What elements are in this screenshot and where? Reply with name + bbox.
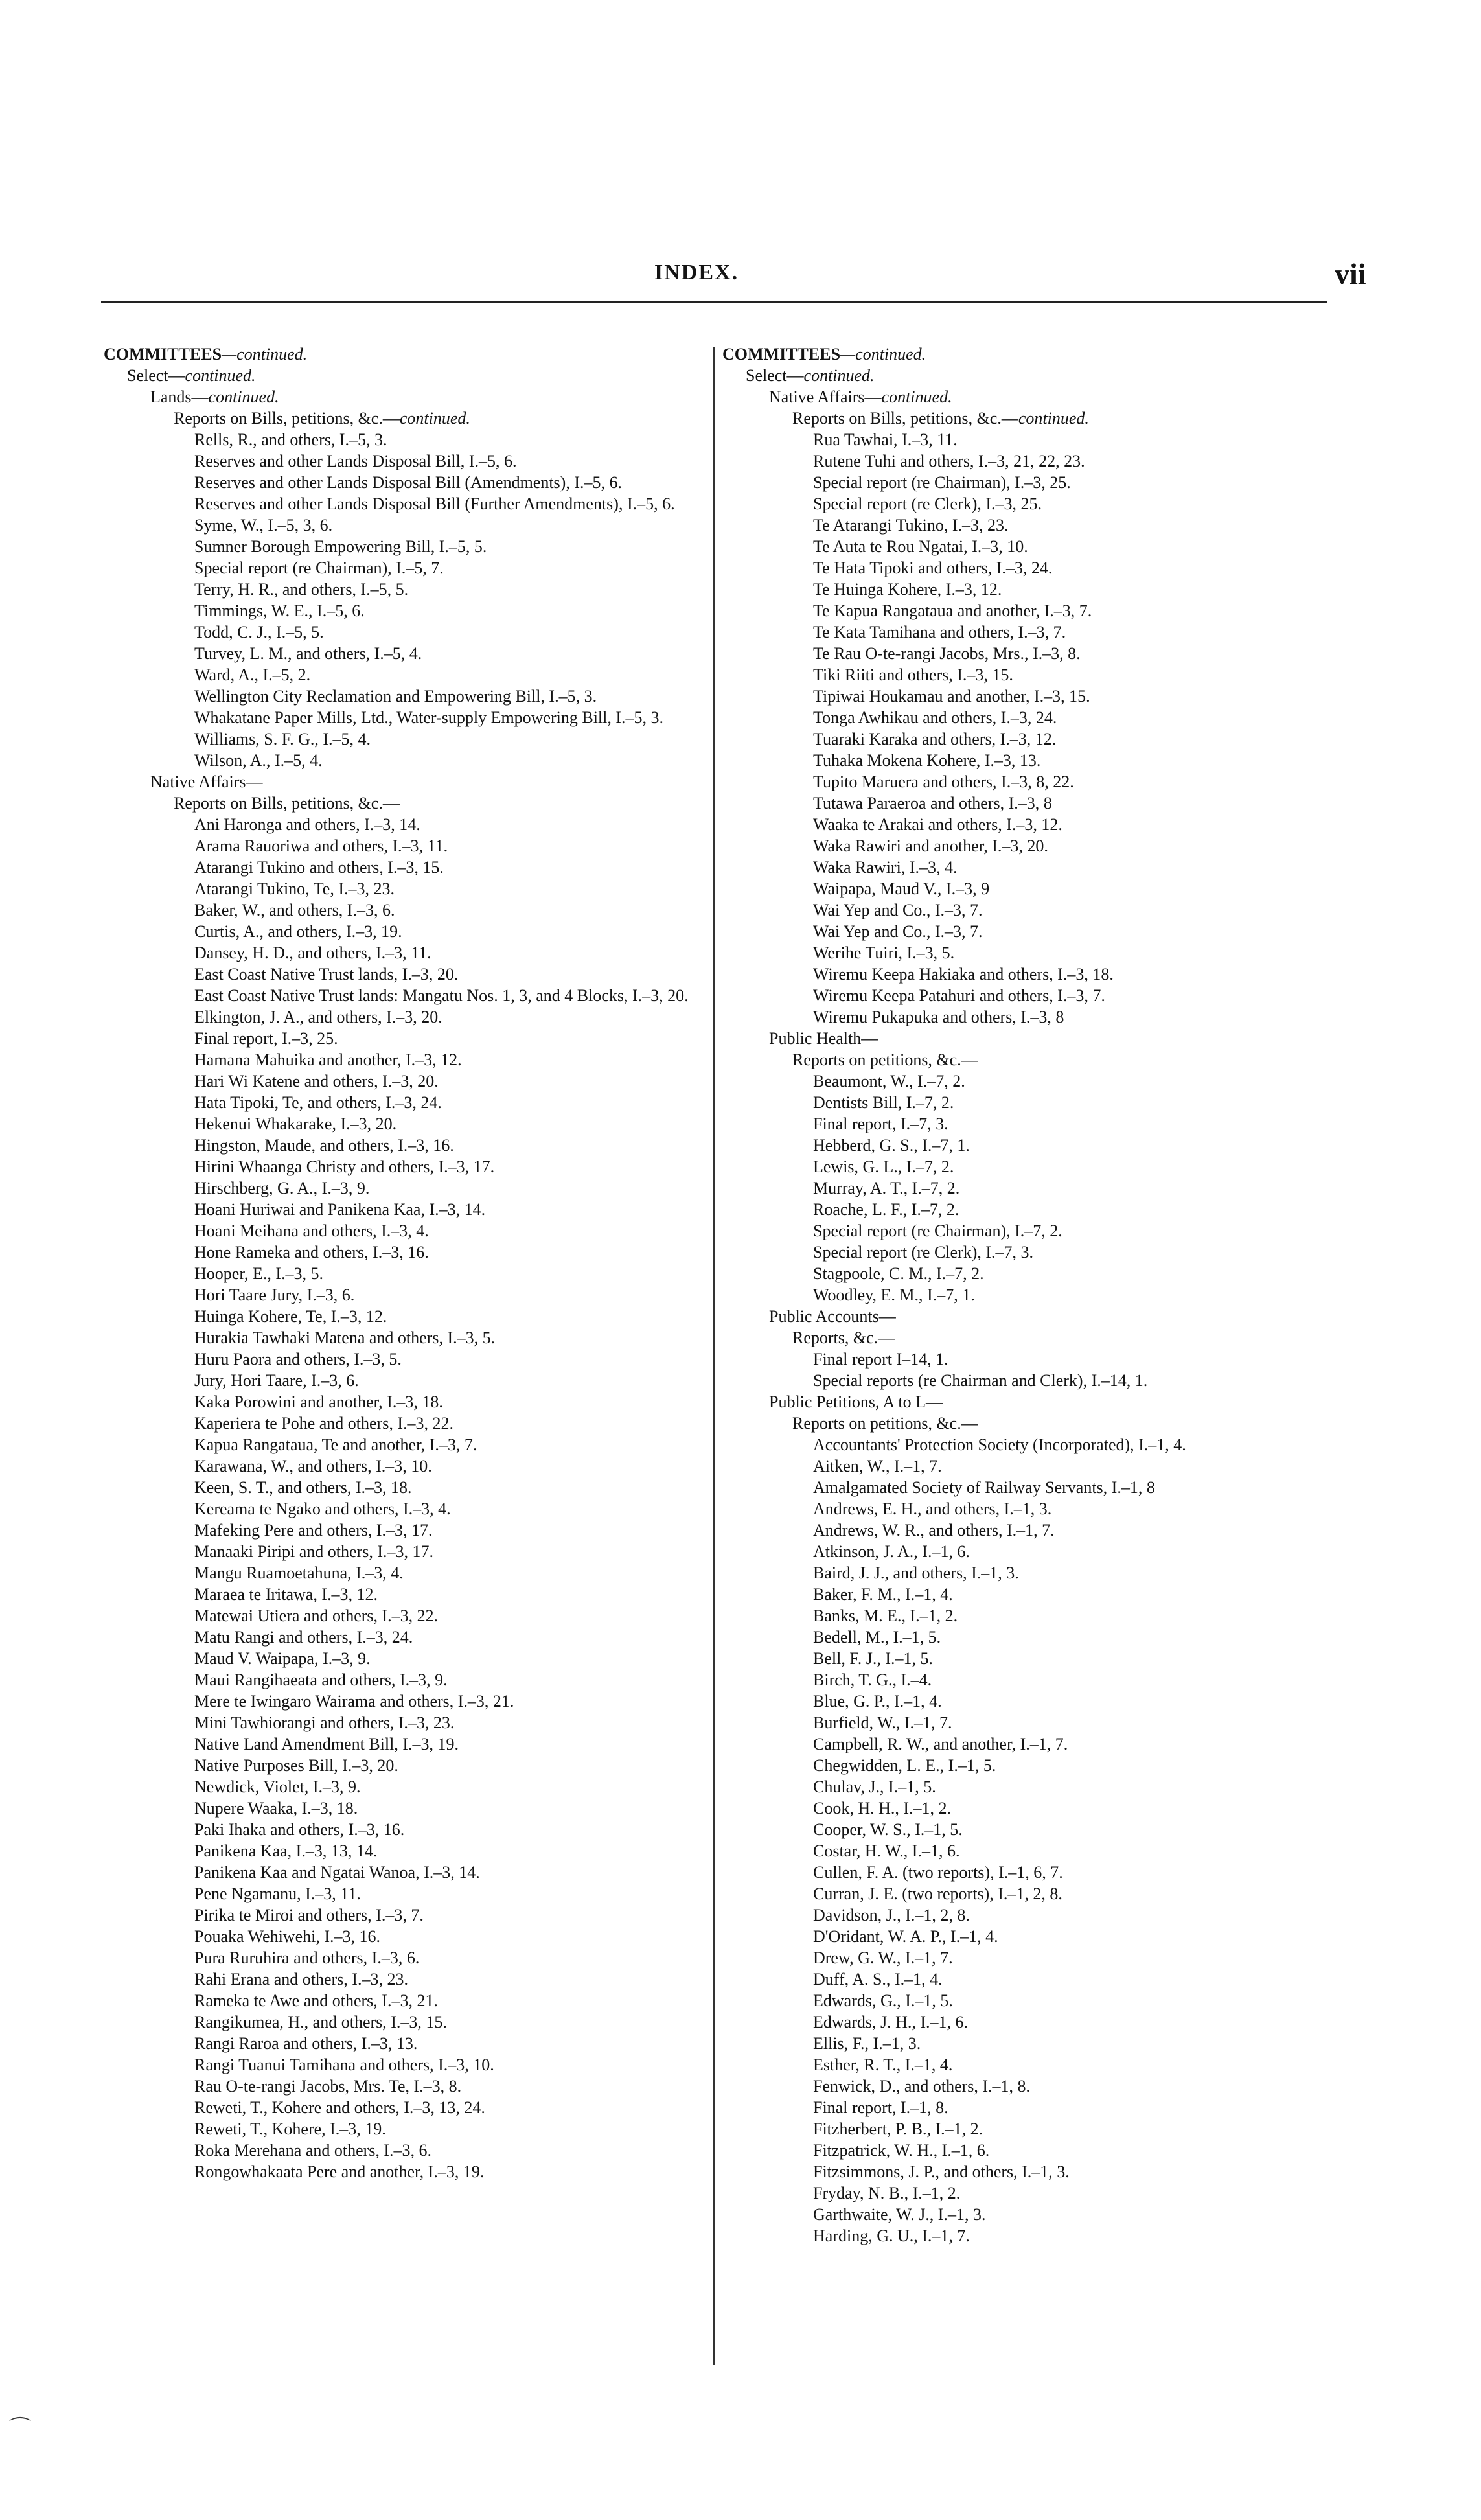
index-entry: Baker, W., and others, I.–3, 6. bbox=[194, 901, 395, 919]
header-rule bbox=[101, 301, 1327, 303]
column-divider bbox=[713, 347, 715, 2365]
section-heading: COMMITTEES—continued. bbox=[722, 345, 926, 364]
left-column bbox=[104, 343, 706, 2182]
page-title: INDEX. bbox=[654, 260, 739, 284]
index-entry: D'Oridant, W. A. P., I.–1, 4. bbox=[813, 1927, 998, 1946]
subheading-public-petitions: Public Petitions, A to L— bbox=[769, 1393, 943, 1411]
index-entry: Rells, R., and others, I.–5, 3. bbox=[194, 430, 387, 449]
index-entry: Native Purposes Bill, I.–3, 20. bbox=[194, 1756, 398, 1775]
index-entry: Tiki Riiti and others, I.–3, 15. bbox=[813, 665, 1013, 684]
index-entry: Atarangi Tukino, Te, I.–3, 23. bbox=[194, 879, 395, 898]
index-entry: Fitzherbert, P. B., I.–1, 2. bbox=[813, 2120, 983, 2138]
index-entry: Rutene Tuhi and others, I.–3, 21, 22, 23. bbox=[813, 452, 1085, 470]
index-entry: Andrews, W. R., and others, I.–1, 7. bbox=[813, 1521, 1055, 1540]
index-entry: Campbell, R. W., and another, I.–1, 7. bbox=[813, 1735, 1068, 1753]
index-entry: Wiremu Pukapuka and others, I.–3, 8 bbox=[813, 1008, 1064, 1026]
index-entry: Panikena Kaa and Ngatai Wanoa, I.–3, 14. bbox=[194, 1863, 480, 1882]
index-entry: Tutawa Paraeroa and others, I.–3, 8 bbox=[813, 794, 1052, 813]
index-entry: Williams, S. F. G., I.–5, 4. bbox=[194, 730, 371, 748]
index-entry: Jury, Hori Taare, I.–3, 6. bbox=[194, 1371, 359, 1390]
index-entry: Waka Rawiri and another, I.–3, 20. bbox=[813, 837, 1048, 855]
index-entry: Mere te Iwingaro Wairama and others, I.–3, 21. bbox=[194, 1692, 514, 1711]
index-entry: Costar, H. W., I.–1, 6. bbox=[813, 1842, 960, 1860]
index-entry: Hamana Mahuika and another, I.–3, 12. bbox=[194, 1050, 462, 1069]
index-entry: Hurakia Tawhaki Matena and others, I.–3, 5. bbox=[194, 1328, 496, 1347]
index-entry: Wellington City Reclamation and Empowering Bill, I.–5, 3. bbox=[194, 687, 597, 706]
subheading-public-health: Public Health— bbox=[769, 1029, 878, 1048]
index-entry: Reweti, T., Kohere and others, I.–3, 13, 24. bbox=[194, 2098, 485, 2117]
index-entry: Ani Haronga and others, I.–3, 14. bbox=[194, 815, 420, 834]
index-entry: Special report (re Clerk), I.–3, 25. bbox=[813, 494, 1042, 513]
index-entry: Stagpoole, C. M., I.–7, 2. bbox=[813, 1264, 984, 1283]
index-entry: Kereama te Ngako and others, I.–3, 4. bbox=[194, 1499, 451, 1518]
index-entry: Aitken, W., I.–1, 7. bbox=[813, 1457, 942, 1475]
index-entry: Kapua Rangataua, Te and another, I.–3, 7. bbox=[194, 1435, 477, 1454]
index-entry: Bell, F. J., I.–1, 5. bbox=[813, 1649, 933, 1668]
index-entry: Hata Tipoki, Te, and others, I.–3, 24. bbox=[194, 1093, 442, 1112]
index-entry: Maraea te Iritawa, I.–3, 12. bbox=[194, 1585, 378, 1604]
index-entry: Edwards, J. H., I.–1, 6. bbox=[813, 2013, 969, 2031]
subheading-select: Select—continued. bbox=[746, 366, 875, 385]
index-entry: Dentists Bill, I.–7, 2. bbox=[813, 1093, 954, 1112]
index-entry: Cook, H. H., I.–1, 2. bbox=[813, 1799, 952, 1818]
index-entry: Tuaraki Karaka and others, I.–3, 12. bbox=[813, 730, 1057, 748]
index-entry: Hekenui Whakarake, I.–3, 20. bbox=[194, 1115, 397, 1133]
index-entry: Karawana, W., and others, I.–3, 10. bbox=[194, 1457, 432, 1475]
index-entry: Te Auta te Rou Ngatai, I.–3, 10. bbox=[813, 537, 1028, 556]
subheading-native-reports: Reports on Bills, petitions, &c.—continued. bbox=[792, 409, 1089, 428]
index-entry: Tuhaka Mokena Kohere, I.–3, 13. bbox=[813, 751, 1041, 770]
index-entry: Timmings, W. E., I.–5, 6. bbox=[194, 601, 365, 620]
index-entry: Kaperiera te Pohe and others, I.–3, 22. bbox=[194, 1414, 453, 1433]
index-entry: Kaka Porowini and another, I.–3, 18. bbox=[194, 1393, 443, 1411]
index-entry: Lewis, G. L., I.–7, 2. bbox=[813, 1157, 954, 1176]
index-entry: Final report, I.–1, 8. bbox=[813, 2098, 948, 2117]
index-entry: Edwards, G., I.–1, 5. bbox=[813, 1991, 953, 2010]
index-entry: Panikena Kaa, I.–3, 13, 14. bbox=[194, 1842, 378, 1860]
index-entry: Special report (re Chairman), I.–5, 7. bbox=[194, 559, 444, 577]
index-entry: Andrews, E. H., and others, I.–1, 3. bbox=[813, 1499, 1052, 1518]
index-entry: East Coast Native Trust lands: Mangatu Nos. 1, 3, and 4 Blocks, I.–3, 20. bbox=[194, 986, 689, 1005]
index-entry: Woodley, E. M., I.–7, 1. bbox=[813, 1286, 975, 1304]
index-entry: Paki Ihaka and others, I.–3, 16. bbox=[194, 1820, 405, 1839]
index-entry: Rau O-te-rangi Jacobs, Mrs. Te, I.–3, 8. bbox=[194, 2077, 462, 2096]
index-entry: Rahi Erana and others, I.–3, 23. bbox=[194, 1970, 408, 1989]
subheading-native-affairs: Native Affairs— bbox=[150, 772, 263, 791]
index-entry: Hirini Whaanga Christy and others, I.–3, 17. bbox=[194, 1157, 495, 1176]
index-entry: Pirika te Miroi and others, I.–3, 7. bbox=[194, 1906, 424, 1925]
index-entry: Tonga Awhikau and others, I.–3, 24. bbox=[813, 708, 1057, 727]
index-entry: Hooper, E., I.–3, 5. bbox=[194, 1264, 323, 1283]
index-entry: Baker, F. M., I.–1, 4. bbox=[813, 1585, 953, 1604]
index-entry: Final report I–14, 1. bbox=[813, 1350, 948, 1369]
index-entry: Rongowhakaata Pere and another, I.–3, 19. bbox=[194, 2162, 485, 2181]
index-entry: Fitzsimmons, J. P., and others, I.–1, 3. bbox=[813, 2162, 1070, 2181]
index-entry: Terry, H. R., and others, I.–5, 5. bbox=[194, 580, 409, 599]
index-entry: Esther, R. T., I.–1, 4. bbox=[813, 2055, 953, 2074]
native-affairs-entries bbox=[104, 814, 706, 2182]
index-entry: Drew, G. W., I.–1, 7. bbox=[813, 1948, 953, 1967]
index-entry: Rameka te Awe and others, I.–3, 21. bbox=[194, 1991, 438, 2010]
index-entry: Newdick, Violet, I.–3, 9. bbox=[194, 1777, 361, 1796]
index-entry: Tupito Maruera and others, I.–3, 8, 22. bbox=[813, 772, 1074, 791]
index-entry: Burfield, W., I.–1, 7. bbox=[813, 1713, 952, 1732]
subheading-native-affairs: Native Affairs—continued. bbox=[769, 387, 952, 406]
index-entry: Native Land Amendment Bill, I.–3, 19. bbox=[194, 1735, 459, 1753]
index-entry: Wiremu Keepa Hakiaka and others, I.–3, 18. bbox=[813, 965, 1114, 984]
index-entry: Waipapa, Maud V., I.–3, 9 bbox=[813, 879, 990, 898]
index-entry: Wilson, A., I.–5, 4. bbox=[194, 751, 323, 770]
public-petitions-entries bbox=[722, 1434, 1325, 2247]
index-entry: Te Rau O-te-rangi Jacobs, Mrs., I.–3, 8. bbox=[813, 644, 1081, 663]
index-entry: Reserves and other Lands Disposal Bill, I.–5, 6. bbox=[194, 452, 517, 470]
index-entry: Sumner Borough Empowering Bill, I.–5, 5. bbox=[194, 537, 487, 556]
index-entry: Atkinson, J. A., I.–1, 6. bbox=[813, 1542, 970, 1561]
index-entry: Garthwaite, W. J., I.–1, 3. bbox=[813, 2205, 986, 2224]
index-entry: Chegwidden, L. E., I.–1, 5. bbox=[813, 1756, 996, 1775]
lands-entries bbox=[104, 429, 706, 771]
index-entry: Todd, C. J., I.–5, 5. bbox=[194, 623, 324, 642]
index-entry: Pouaka Wehiwehi, I.–3, 16. bbox=[194, 1927, 380, 1946]
subheading-native-reports: Reports on Bills, petitions, &c.— bbox=[174, 794, 400, 813]
index-entry: Pene Ngamanu, I.–3, 11. bbox=[194, 1884, 361, 1903]
index-entry: Murray, A. T., I.–7, 2. bbox=[813, 1179, 960, 1197]
index-entry: Amalgamated Society of Railway Servants, I.–1, 8 bbox=[813, 1478, 1155, 1497]
index-entry: East Coast Native Trust lands, I.–3, 20. bbox=[194, 965, 459, 984]
subheading-public-petitions-reports: Reports on petitions, &c.— bbox=[792, 1414, 978, 1433]
index-entry: Mini Tawhiorangi and others, I.–3, 23. bbox=[194, 1713, 455, 1732]
index-entry: Hoani Huriwai and Panikena Kaa, I.–3, 14. bbox=[194, 1200, 486, 1219]
index-entry: Tipiwai Houkamau and another, I.–3, 15. bbox=[813, 687, 1090, 706]
index-entry: Final report, I.–7, 3. bbox=[813, 1115, 948, 1133]
index-entry: Bedell, M., I.–1, 5. bbox=[813, 1628, 941, 1647]
index-entry: Rua Tawhai, I.–3, 11. bbox=[813, 430, 958, 449]
index-entry: Reserves and other Lands Disposal Bill (Amendments), I.–5, 6. bbox=[194, 473, 622, 492]
index-entry: Banks, M. E., I.–1, 2. bbox=[813, 1606, 958, 1625]
subheading-public-accounts-reports: Reports, &c.— bbox=[792, 1328, 895, 1347]
index-entry: Mangu Ruamoetahuna, I.–3, 4. bbox=[194, 1564, 404, 1582]
index-entry: Te Atarangi Tukino, I.–3, 23. bbox=[813, 516, 1009, 535]
index-entry: Dansey, H. D., and others, I.–3, 11. bbox=[194, 943, 431, 962]
subheading-public-accounts: Public Accounts— bbox=[769, 1307, 896, 1326]
index-entry: Hari Wi Katene and others, I.–3, 20. bbox=[194, 1072, 439, 1091]
index-entry: Curtis, A., and others, I.–3, 19. bbox=[194, 922, 402, 941]
index-entry: Final report, I.–3, 25. bbox=[194, 1029, 338, 1048]
index-entry: Special report (re Clerk), I.–7, 3. bbox=[813, 1243, 1034, 1262]
index-entry: Waka Rawiri, I.–3, 4. bbox=[813, 858, 958, 877]
index-entry: Maui Rangihaeata and others, I.–3, 9. bbox=[194, 1670, 448, 1689]
index-entry: Duff, A. S., I.–1, 4. bbox=[813, 1970, 943, 1989]
index-entry: Arama Rauoriwa and others, I.–3, 11. bbox=[194, 837, 448, 855]
margin-mark: ⌒ bbox=[9, 2417, 31, 2441]
index-entry: Hirschberg, G. A., I.–3, 9. bbox=[194, 1179, 370, 1197]
index-entry: Ellis, F., I.–1, 3. bbox=[813, 2034, 921, 2053]
index-entry: Fenwick, D., and others, I.–1, 8. bbox=[813, 2077, 1031, 2096]
right-column bbox=[722, 343, 1325, 2247]
index-entry: Rangi Tuanui Tamihana and others, I.–3, 10. bbox=[194, 2055, 494, 2074]
index-entry: Wiremu Keepa Patahuri and others, I.–3, 7. bbox=[813, 986, 1105, 1005]
index-entry: Chulav, J., I.–1, 5. bbox=[813, 1777, 936, 1796]
subheading-select: Select—continued. bbox=[127, 366, 256, 385]
index-entry: Roka Merehana and others, I.–3, 6. bbox=[194, 2141, 432, 2160]
index-entry: Hoani Meihana and others, I.–3, 4. bbox=[194, 1221, 429, 1240]
index-entry: Cullen, F. A. (two reports), I.–1, 6, 7. bbox=[813, 1863, 1063, 1882]
index-entry: Te Hata Tipoki and others, I.–3, 24. bbox=[813, 559, 1053, 577]
subheading-lands: Lands—continued. bbox=[150, 387, 279, 406]
index-entry: Rangi Raroa and others, I.–3, 13. bbox=[194, 2034, 418, 2053]
index-entry: Hori Taare Jury, I.–3, 6. bbox=[194, 1286, 355, 1304]
index-entry: Mafeking Pere and others, I.–3, 17. bbox=[194, 1521, 433, 1540]
index-entry: Nupere Waaka, I.–3, 18. bbox=[194, 1799, 358, 1818]
index-entry: Huru Paora and others, I.–3, 5. bbox=[194, 1350, 402, 1369]
index-entry: Pura Ruruhira and others, I.–3, 6. bbox=[194, 1948, 420, 1967]
index-entry: Werihe Tuiri, I.–3, 5. bbox=[813, 943, 955, 962]
public-accounts-entries bbox=[722, 1348, 1325, 1391]
index-entry: Special report (re Chairman), I.–7, 2. bbox=[813, 1221, 1062, 1240]
index-entry: Reweti, T., Kohere, I.–3, 19. bbox=[194, 2120, 386, 2138]
index-entry: Wai Yep and Co., I.–3, 7. bbox=[813, 922, 983, 941]
index-entry: Birch, T. G., I.–4. bbox=[813, 1670, 932, 1689]
index-entry: Hingston, Maude, and others, I.–3, 16. bbox=[194, 1136, 454, 1155]
index-entry: Harding, G. U., I.–1, 7. bbox=[813, 2226, 970, 2245]
page-number: vii bbox=[1335, 257, 1366, 290]
index-entry: Manaaki Piripi and others, I.–3, 17. bbox=[194, 1542, 433, 1561]
index-entry: Whakatane Paper Mills, Ltd., Water-supply Empowering Bill, I.–5, 3. bbox=[194, 708, 664, 727]
index-entry: Waaka te Arakai and others, I.–3, 12. bbox=[813, 815, 1062, 834]
index-entry: Turvey, L. M., and others, I.–5, 4. bbox=[194, 644, 422, 663]
page-header bbox=[0, 257, 1481, 302]
native-affairs-entries bbox=[722, 429, 1325, 1028]
index-entry: Fitzpatrick, W. H., I.–1, 6. bbox=[813, 2141, 990, 2160]
index-entry: Matu Rangi and others, I.–3, 24. bbox=[194, 1628, 413, 1647]
index-entry: Davidson, J., I.–1, 2, 8. bbox=[813, 1906, 970, 1925]
index-entry: Te Huinga Kohere, I.–3, 12. bbox=[813, 580, 1002, 599]
index-entry: Matewai Utiera and others, I.–3, 22. bbox=[194, 1606, 439, 1625]
index-entry: Baird, J. J., and others, I.–1, 3. bbox=[813, 1564, 1019, 1582]
index-entry: Beaumont, W., I.–7, 2. bbox=[813, 1072, 965, 1091]
index-entry: Te Kata Tamihana and others, I.–3, 7. bbox=[813, 623, 1066, 642]
index-entry: Special reports (re Chairman and Clerk), I.–14, 1. bbox=[813, 1371, 1148, 1390]
index-entry: Huinga Kohere, Te, I.–3, 12. bbox=[194, 1307, 387, 1326]
index-entry: Te Kapua Rangataua and another, I.–3, 7. bbox=[813, 601, 1092, 620]
index-entry: Syme, W., I.–5, 3, 6. bbox=[194, 516, 333, 535]
index-entry: Fryday, N. B., I.–1, 2. bbox=[813, 2184, 961, 2202]
index-entry: Keen, S. T., and others, I.–3, 18. bbox=[194, 1478, 412, 1497]
index-entry: Blue, G. P., I.–1, 4. bbox=[813, 1692, 942, 1711]
index-entry: Reserves and other Lands Disposal Bill (Further Amendments), I.–5, 6. bbox=[194, 494, 675, 513]
index-entry: Cooper, W. S., I.–1, 5. bbox=[813, 1820, 963, 1839]
index-entry: Wai Yep and Co., I.–3, 7. bbox=[813, 901, 983, 919]
index-entry: Atarangi Tukino and others, I.–3, 15. bbox=[194, 858, 444, 877]
index-entry: Accountants' Protection Society (Incorporated), I.–1, 4. bbox=[813, 1435, 1186, 1454]
index-entry: Curran, J. E. (two reports), I.–1, 2, 8. bbox=[813, 1884, 1062, 1903]
subheading-lands-reports: Reports on Bills, petitions, &c.—continued. bbox=[174, 409, 470, 428]
index-entry: Ward, A., I.–5, 2. bbox=[194, 665, 311, 684]
index-entry: Roache, L. F., I.–7, 2. bbox=[813, 1200, 959, 1219]
public-health-entries bbox=[722, 1070, 1325, 1306]
index-entry: Hone Rameka and others, I.–3, 16. bbox=[194, 1243, 429, 1262]
subheading-public-health-reports: Reports on petitions, &c.— bbox=[792, 1050, 978, 1069]
section-heading: COMMITTEES—continued. bbox=[104, 345, 308, 364]
index-entry: Hebberd, G. S., I.–7, 1. bbox=[813, 1136, 970, 1155]
index-entry: Special report (re Chairman), I.–3, 25. bbox=[813, 473, 1071, 492]
index-entry: Maud V. Waipapa, I.–3, 9. bbox=[194, 1649, 371, 1668]
index-entry: Rangikumea, H., and others, I.–3, 15. bbox=[194, 2013, 447, 2031]
index-entry: Elkington, J. A., and others, I.–3, 20. bbox=[194, 1008, 442, 1026]
